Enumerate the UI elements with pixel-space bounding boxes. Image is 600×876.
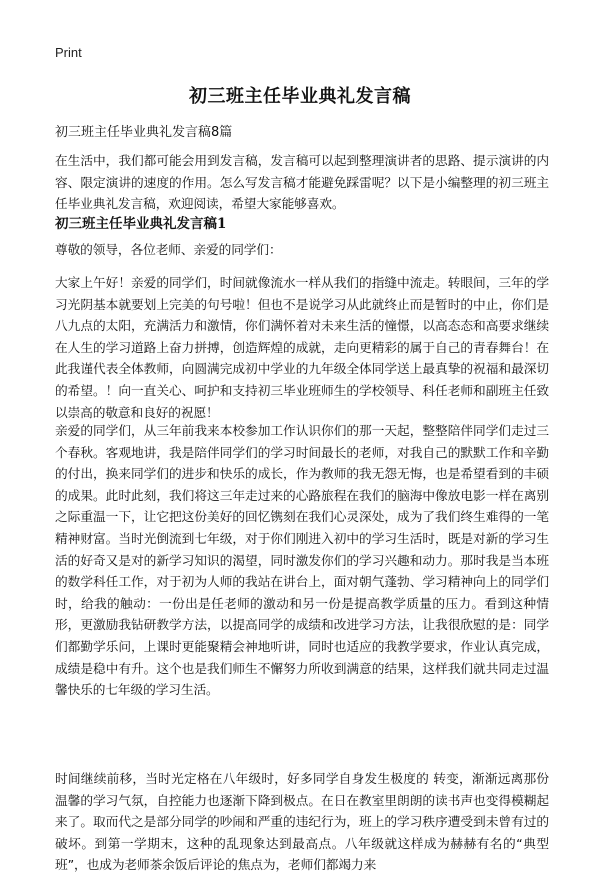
greeting-line: 尊敬的领导，各位老师、亲爱的同学们： bbox=[55, 242, 282, 257]
section-heading: 初三班主任毕业典礼发言稿1 bbox=[55, 216, 227, 232]
page-title: 初三班主任毕业典礼发言稿 bbox=[189, 86, 411, 107]
intro-paragraph: 在生活中，我们都可能会用到发言稿，发言稿可以起到整理演讲者的思路、提示演讲的内容、限定演讲的速度的作用。怎么写发言稿才能避免踩雷呢？以下是小编整理的初三班主任毕业典礼发言稿，欢迎阅读，希望大家能够喜欢。 bbox=[55, 153, 549, 212]
body-paragraph-1: 大家上午好！亲爱的同学们，时间就像流水一样从我们的指缝中流走。转眼间，三年的学习光阴基本就要划上完美的句号啦！但也不是说学习从此就终止而是暂时的中止，你们是八九点的太阳，充满活力和激情，你们满怀着对未来生活的憧憬，以高态态和高要求继续在人生的学习道路上奋力拼搏，创造辉煌的成就，走向更精彩的属于自己的青春舞台！在此我谨代表全体教师，向圆满完成初中学业的九年级全体同学送上最真挚的祝福和最深切的希望。！向一直关心、呵护和支持初三毕业班师生的学校领导、科任老师和副班主任致以崇高的敬意和良好的祝愿！ bbox=[55, 275, 549, 420]
body-paragraph-2: 亲爱的同学们，从三年前我来本校参加工作认识你们的那一天起，整整陪伴同学们走过三个春秋。客观地讲，我是陪伴同学们的学习时间最长的老师，对我自己的默默工作和辛勤的付出，换来同学们的进步和快乐的成长，作为教师的我无怨无悔，也是希望看到的丰硕的成果。此时此刻，我们将这三年走过来的心路旅程在我们的脑海中像放电影一样在离别之际重温一下，让它把这份美好的回忆镌刻在我们心灵深处，成为了我们终生难得的一笔精神财富。当时光倒流到七年级，对于你们刚进入初中的学习生活时，既是对新的学习生活的好奇又是对的新学习知识的渴望，同时激发你们的学习兴趣和动力。那时我是当本班的数学科任工作，对于初为人师的我站在讲台上，面对朝气蓬勃、学习精神向上的同学们时，给我的触动：一份出是任老师的激动和另一份是提高教学质量的压力。看到这种情形，更激励我钻研教学方法，以提高同学的成绩和改进学习方法，让我很欣慰的是：同学们都勤学乐问，上课时更能聚精会神地听讲，同时也适应的我教学要求，作业认真完成，成绩是稳中有升。这个也是我们师生不懈努力所收到满意的结果，这样我们就共同走过温馨快乐的七年级的学习生活。 bbox=[55, 423, 549, 698]
body-paragraph-3: 时间继续前移，当时光定格在八年级时，好多同学自身发生极度的 转变，渐渐远离那份温馨的学习气氛，自控能力也逐渐下降到极点。在日在教室里朗朗的读书声也变得模糊起来了。取而代之是部分同学的吵闹和严重的违纪行为，班上的学习秩序遭受到未曾有过的破坏。到第一学期末，这种的乱现象达到最高点。八年级就这样成为赫赫有名的“典型班”，也成为老师茶余饭后评论的焦点为，老师们都竭力来 bbox=[55, 771, 549, 873]
print-link[interactable]: Print bbox=[55, 45, 82, 60]
document-subtitle: 初三班主任毕业典礼发言稿8篇 bbox=[55, 125, 233, 140]
